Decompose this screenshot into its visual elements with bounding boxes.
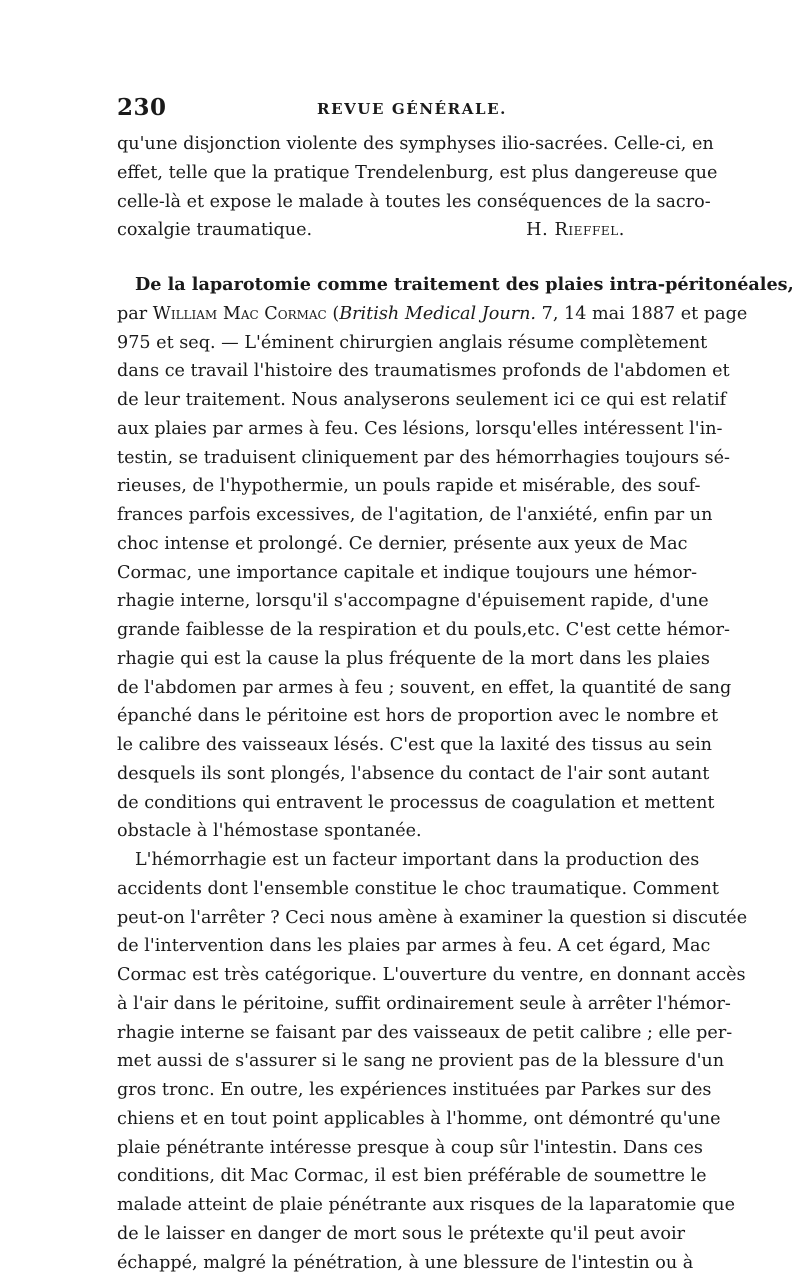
text-line: peut-on l'arrêter ? Ceci nous amène à examiner la question si discutée	[117, 904, 685, 933]
article-title: De la laparotomie comme traitement des plaies intra-péritonéales,	[117, 271, 685, 300]
text-line: celle-là et expose le malade à toutes les conséquences de la sacro-	[117, 188, 685, 217]
text-line: conditions, dit Mac Cormac, il est bien préférable de soumettre le	[117, 1162, 685, 1191]
text-line: à l'air dans le péritoine, suffit ordinairement seule à arrêter l'hémor-	[117, 990, 685, 1019]
text-line: aux plaies par armes à feu. Ces lésions, lorsqu'elles intéressent l'in-	[117, 415, 685, 444]
page-number: 230	[117, 94, 167, 121]
citation-line	[117, 300, 685, 329]
text-line: testin, se traduisent cliniquement par des hémorrhagies toujours sé-	[117, 444, 685, 473]
text-fragment: coxalgie traumatique.	[117, 220, 312, 240]
text-line: Cormac est très catégorique. L'ouverture du ventre, en donnant accès	[117, 961, 685, 990]
text-line: épanché dans le péritoine est hors de proportion avec le nombre et	[117, 702, 685, 731]
text-line: effet, telle que la pratique Trendelenburg, est plus dangereuse que	[117, 159, 685, 188]
author-signature: H. Rieffel.	[526, 216, 625, 245]
text-fragment: (	[327, 304, 339, 324]
running-head: REVUE GÉNÉRALE.	[317, 100, 507, 118]
text-line: plaie pénétrante intéresse presque à coup sûr l'intestin. Dans ces	[117, 1134, 685, 1163]
text-line: accidents dont l'ensemble constitue le choc traumatique. Comment	[117, 875, 685, 904]
text-line: qu'une disjonction violente des symphyses ilio-sacrées. Celle-ci, en	[117, 130, 685, 159]
text-line: choc intense et prolongé. Ce dernier, présente aux yeux de Mac	[117, 530, 685, 559]
text-fragment: par	[117, 304, 153, 324]
text-line: de leur traitement. Nous analyserons seulement ici ce qui est relatif	[117, 386, 685, 415]
text-line: obstacle à l'hémostase spontanée.	[117, 817, 685, 846]
text-line: 975 et seq. — L'éminent chirurgien anglais résume complètement	[117, 329, 685, 358]
text-line	[117, 216, 685, 245]
text-line: échappé, malgré la pénétration, à une blessure de l'intestin ou à	[117, 1249, 685, 1277]
cited-journal: British Medical Journ.	[339, 304, 536, 324]
text-line: rhagie qui est la cause la plus fréquente de la mort dans les plaies	[117, 645, 685, 674]
text-line: grande faiblesse de la respiration et du pouls,etc. C'est cette hémor-	[117, 616, 685, 645]
text-line: desquels ils sont plongés, l'absence du contact de l'air sont autant	[117, 760, 685, 789]
text-line: le calibre des vaisseaux lésés. C'est que la laxité des tissus au sein	[117, 731, 685, 760]
page-header	[117, 94, 697, 124]
text-line: Cormac, une importance capitale et indique toujours une hémor-	[117, 559, 685, 588]
text-line: rhagie interne se faisant par des vaisseaux de petit calibre ; elle per-	[117, 1019, 685, 1048]
text-line: de l'intervention dans les plaies par armes à feu. A cet égard, Mac	[117, 932, 685, 961]
text-fragment: 7, 14 mai 1887 et page	[536, 304, 747, 324]
text-line: rieuses, de l'hypothermie, un pouls rapide et misérable, des souf-	[117, 472, 685, 501]
text-line: de le laisser en danger de mort sous le prétexte qu'il peut avoir	[117, 1220, 685, 1249]
text-line: rhagie interne, lorsqu'il s'accompagne d'épuisement rapide, d'une	[117, 587, 685, 616]
text-line: frances parfois excessives, de l'agitation, de l'anxiété, enfin par un	[117, 501, 685, 530]
text-line: de conditions qui entravent le processus de coagulation et mettent	[117, 789, 685, 818]
body-text	[117, 130, 685, 1277]
paragraph-gap	[117, 245, 685, 271]
text-line: dans ce travail l'histoire des traumatismes profonds de l'abdomen et	[117, 357, 685, 386]
text-line: chiens et en tout point applicables à l'homme, ont démontré qu'une	[117, 1105, 685, 1134]
text-line: met aussi de s'assurer si le sang ne provient pas de la blessure d'un	[117, 1047, 685, 1076]
cited-author: William Mac Cormac	[153, 304, 327, 324]
text-line: L'hémorrhagie est un facteur important dans la production des	[117, 846, 685, 875]
text-line: gros tronc. En outre, les expériences instituées par Parkes sur des	[117, 1076, 685, 1105]
text-line: malade atteint de plaie pénétrante aux risques de la laparatomie que	[117, 1191, 685, 1220]
text-line: de l'abdomen par armes à feu ; souvent, en effet, la quantité de sang	[117, 674, 685, 703]
